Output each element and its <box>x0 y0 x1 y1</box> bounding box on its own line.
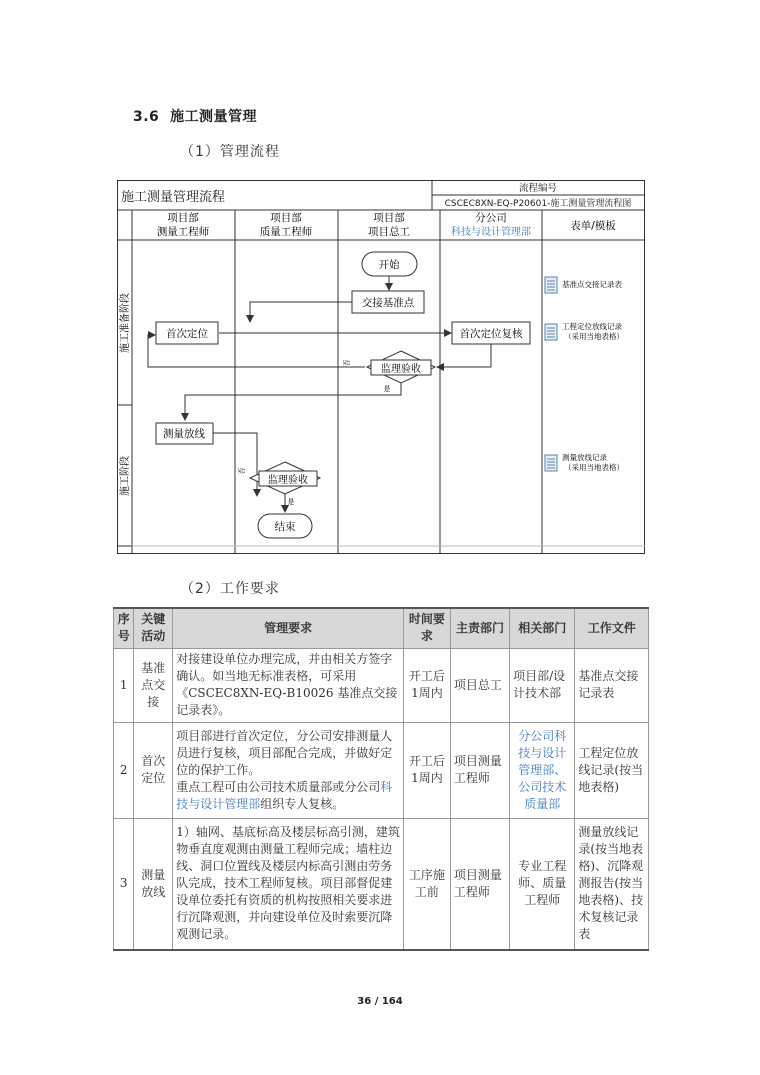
lane1-line2: 测量工程师 <box>156 226 210 238</box>
form3-label-line2: （采用当地表格） <box>564 463 624 472</box>
row-requirement <box>173 722 404 818</box>
lane3-line2: 项目总工 <box>368 226 410 238</box>
row-related: 分公司科技与设计管理部、公司技术质量部 <box>510 722 575 818</box>
row-requirement: 对接建设单位办理完成，并由相关方签字确认。如当地无标准表格，可采用《CSCEC8XN-EQ-B10026 基准点交接记录表》。 <box>173 648 404 722</box>
table-header-row <box>114 608 649 648</box>
row-no: 1 <box>114 648 134 722</box>
row-related: 项目部/设计技术部 <box>510 648 575 722</box>
lane5-label: 表单/模板 <box>570 220 616 232</box>
row-docs: 测量放线记录(按当地表格)、沉降观测报告(按当地表格)、技术复核记录表 <box>575 818 649 950</box>
lane2-line2: 质量工程师 <box>259 226 313 238</box>
node-first-review-label: 首次定位复核 <box>459 328 523 340</box>
section-number: 3.6 <box>133 109 160 125</box>
form2-label-line1: 工程定位放线记录 <box>562 322 622 331</box>
form-icon <box>545 455 557 471</box>
form3-label-line1: 测量放线记录 <box>562 453 607 462</box>
lane2-line1: 项目部 <box>270 212 302 224</box>
label-yes-2: 是 <box>287 498 295 506</box>
flowchart <box>117 180 645 554</box>
table-row <box>114 818 649 950</box>
page-number: 36 / 164 <box>357 996 403 1007</box>
node-supervision-1-label: 监理验收 <box>381 364 421 375</box>
flow-code-label: 流程编号 <box>518 183 558 194</box>
row-no: 3 <box>114 818 134 950</box>
header-no: 序号 <box>114 608 134 648</box>
lane4-line2: 科技与设计管理部 <box>451 227 531 238</box>
row-related: 专业工程师、质量工程师 <box>510 818 575 950</box>
flow-code-value: CSCEC8XN-EQ-P20601-施工测量管理流程图 <box>444 199 632 209</box>
node-handover-label: 交接基准点 <box>361 297 415 309</box>
row-activity: 首次定位 <box>134 722 173 818</box>
form-icon <box>545 324 557 340</box>
header-owner: 主责部门 <box>450 608 509 648</box>
form-icon <box>545 277 557 293</box>
node-first-position-label: 首次定位 <box>166 328 208 340</box>
section-title <box>133 106 257 126</box>
row-owner: 项目总工 <box>450 648 509 722</box>
row-owner: 项目测量工程师 <box>450 818 509 950</box>
row-requirement: 1）轴网、基底标高及楼层标高引测，建筑物垂直度观测由测量工程师完成；墙柱边线、洞口位置线及楼层内标高引测由劳务队完成，技术工程师复核。项目部督促建设单位委托有资质的机构按照相关要求进行沉降观测，并向建设单位及时索要沉降观测记录。 <box>173 818 404 950</box>
node-supervision-2-label: 监理验收 <box>268 475 308 486</box>
requirements-table <box>113 607 649 951</box>
row-docs: 工程定位放线记录(按当地表格) <box>575 722 649 818</box>
subsection-title-requirements: （2）工作要求 <box>180 581 280 597</box>
node-start-label: 开始 <box>378 259 400 271</box>
row-time: 开工后1周内 <box>403 648 450 722</box>
section-title-text: 施工测量管理 <box>170 109 258 125</box>
form1-label: 基准点交接记录表 <box>562 280 622 289</box>
header-time: 时间要求 <box>403 608 450 648</box>
row-requirement-part-d: 组织专人复核。 <box>260 796 345 811</box>
phase-prep-label: 施工准备阶段 <box>120 293 131 353</box>
header-docs: 工作文件 <box>575 608 649 648</box>
lane4-line1: 分公司 <box>475 212 507 224</box>
form2-label-line2: （采用当地表格） <box>564 332 624 341</box>
label-no-1: 否 <box>343 359 351 367</box>
row-owner: 项目测量工程师 <box>450 722 509 818</box>
table-row <box>114 648 649 722</box>
node-survey-layout-label: 测量放线 <box>163 428 205 440</box>
lane3-line1: 项目部 <box>373 212 405 224</box>
label-no-2: 否 <box>238 467 246 475</box>
row-docs: 基准点交接记录表 <box>575 648 649 722</box>
node-end-label: 结束 <box>274 521 296 533</box>
row-requirement-part-b: 重点工程可由公司技术质量部或分公司 <box>176 779 381 794</box>
row-time: 开工后1周内 <box>403 722 450 818</box>
flowchart-title: 施工测量管理流程 <box>121 190 226 205</box>
label-yes-1: 是 <box>383 385 391 393</box>
row-activity: 基准点交接 <box>134 648 173 722</box>
subsection-title-process: （1）管理流程 <box>180 144 280 160</box>
row-no: 2 <box>114 722 134 818</box>
header-related: 相关部门 <box>510 608 575 648</box>
row-requirement-dept-link: 科技与设计管理部 <box>176 779 393 811</box>
lane1-line1: 项目部 <box>167 212 199 224</box>
row-activity: 测量放线 <box>134 818 173 950</box>
row-requirement-part-a: 项目部进行首次定位，分公司安排测量人员进行复核，项目部配合完成，并做好定位的保护工作。 <box>176 728 393 777</box>
header-activity: 关键活动 <box>134 608 173 648</box>
row-time: 工序施工前 <box>403 818 450 950</box>
table-row <box>114 722 649 818</box>
phase-construction-label: 施工阶段 <box>120 456 131 496</box>
header-requirement: 管理要求 <box>173 608 404 648</box>
